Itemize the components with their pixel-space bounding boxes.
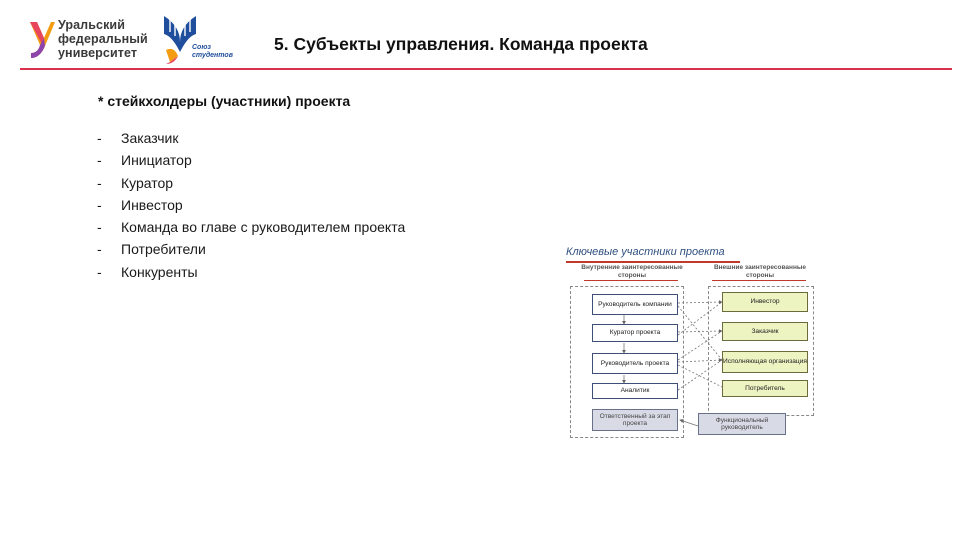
internal-group-title: Внутренние заинтересованные стороны	[581, 264, 683, 279]
bullet-dash: -	[97, 152, 102, 169]
urfu-line-1: Уральский	[58, 18, 125, 32]
list-item-label: Инвестор	[121, 196, 183, 213]
urfu-line-2: федеральный	[58, 32, 148, 46]
bullet-dash: -	[97, 263, 102, 280]
internal-box-muted: Ответственный за этап проекта	[592, 409, 678, 431]
external-box: Инвестор	[722, 292, 808, 312]
union-line-1: Союз	[192, 44, 211, 51]
urfu-line-3: университет	[58, 46, 138, 60]
bullet-dash: -	[97, 241, 102, 258]
bullet-dash: -	[97, 196, 102, 213]
list-item-label: Куратор	[121, 174, 174, 191]
list-item	[97, 197, 405, 219]
list-item	[97, 219, 405, 241]
list-item-label: Конкуренты	[121, 263, 198, 280]
stakeholder-list	[97, 130, 405, 286]
external-box: Заказчик	[722, 322, 808, 341]
list-item	[97, 264, 405, 286]
internal-box: Руководитель компании	[592, 294, 678, 315]
student-union-name	[192, 44, 233, 60]
list-item	[97, 130, 405, 152]
list-item-label: Потребители	[121, 241, 206, 258]
urfu-name	[58, 18, 168, 60]
list-item-label: Инициатор	[121, 152, 192, 169]
bullet-dash: -	[97, 219, 102, 236]
external-box: Исполняющая организация	[722, 351, 808, 373]
external-group-title: Внешние заинтересованные стороны	[713, 264, 807, 279]
internal-box: Куратор проекта	[592, 324, 678, 342]
external-box: Потребитель	[722, 380, 808, 397]
diagram-title: Ключевые участники проекта	[566, 246, 725, 258]
union-line-2: студентов	[192, 52, 233, 59]
functional-manager-box: Функциональный руководитель	[698, 413, 786, 435]
list-item-label: Заказчик	[121, 130, 179, 146]
list-item	[97, 152, 405, 174]
list-item	[97, 241, 405, 263]
urfu-logo	[28, 18, 158, 64]
stakeholders-subtitle: * стейкхолдеры (участники) проекта	[98, 93, 351, 109]
internal-box: Руководитель проекта	[592, 353, 678, 374]
participants-diagram	[562, 240, 818, 440]
slide-title: 5. Субъекты управления. Команда проекта	[274, 34, 648, 54]
list-item	[97, 175, 405, 197]
urfu-emblem-icon	[28, 20, 56, 60]
bullet-dash: -	[97, 174, 102, 191]
title-divider	[20, 68, 952, 70]
bullet-dash: -	[97, 130, 102, 146]
internal-box: Аналитик	[592, 383, 678, 399]
list-item-label: Команда во главе с руководителем проекта	[121, 219, 406, 236]
